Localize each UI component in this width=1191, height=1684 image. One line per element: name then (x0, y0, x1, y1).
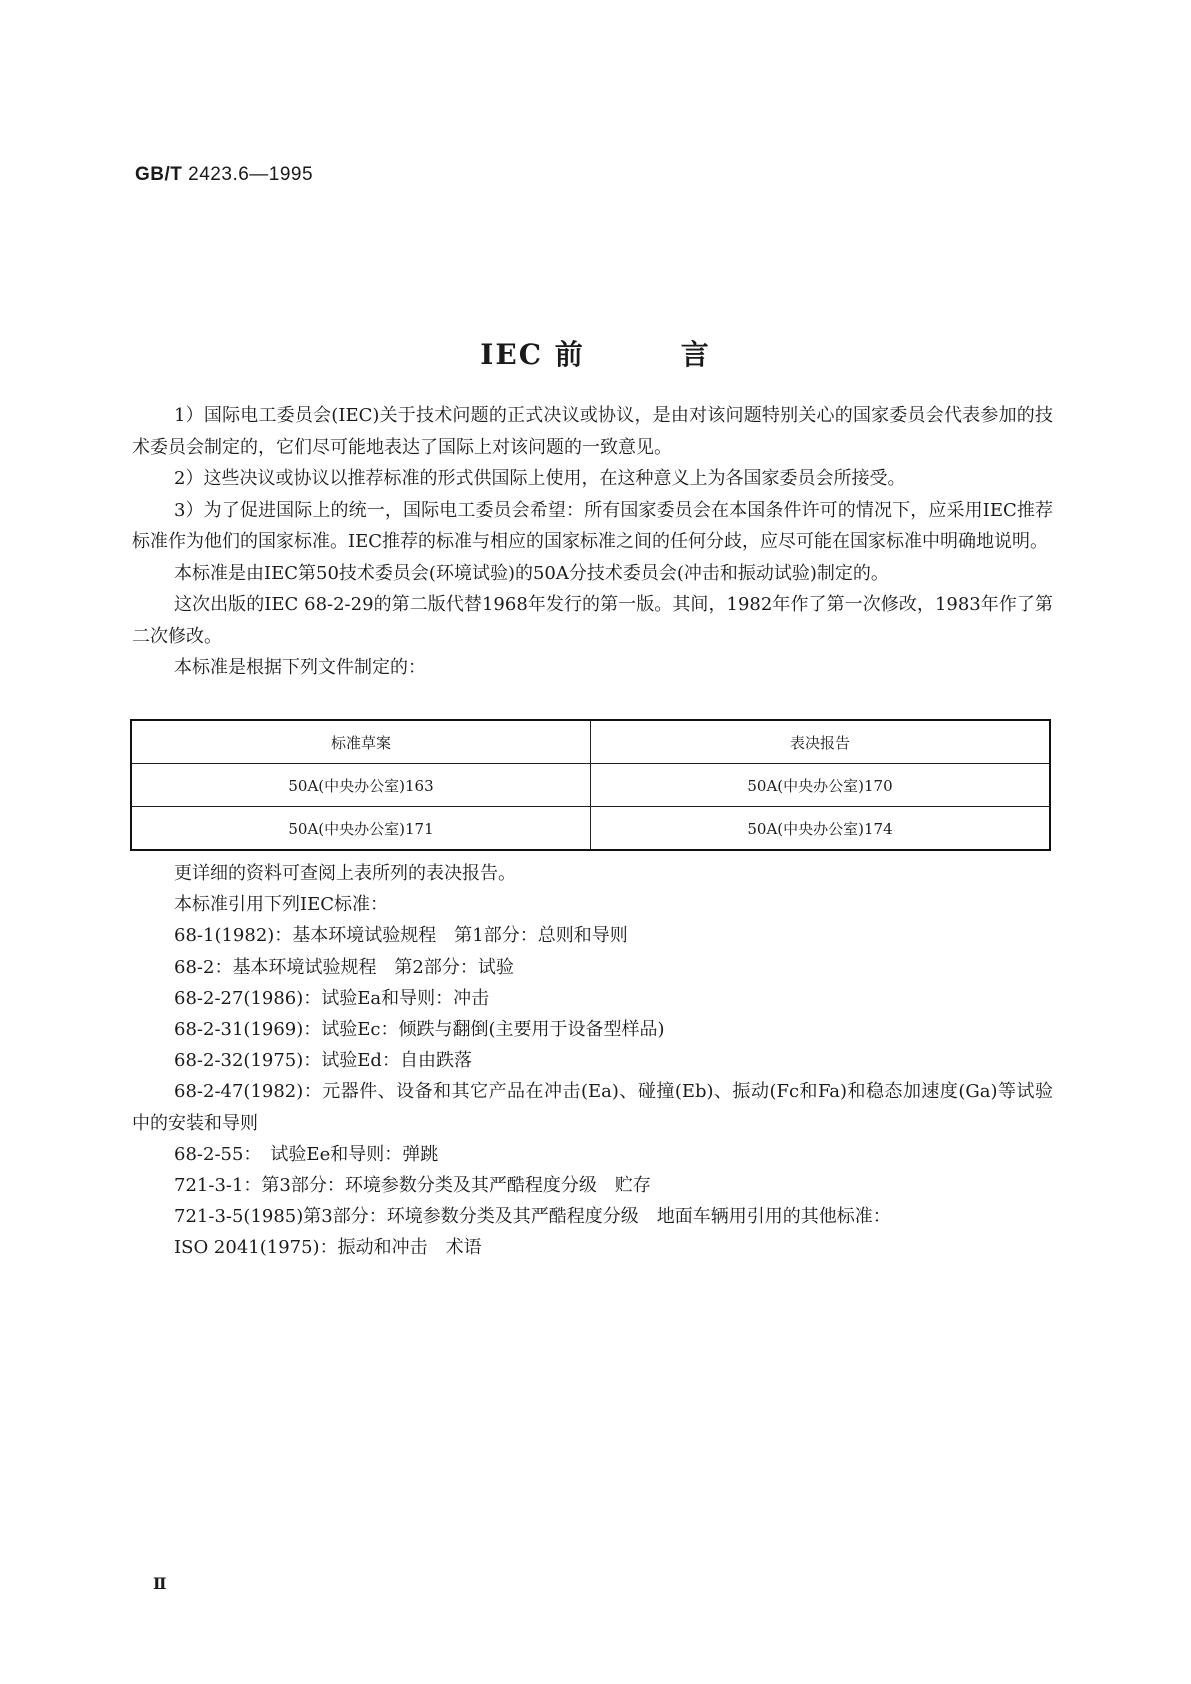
header-draft: 标准草案 (131, 720, 591, 764)
reference-item: 721-3-5(1985)第3部分：环境参数分类及其严酷程度分级 地面车辆用引用的其他标准： (174, 1206, 891, 1228)
reference-item: 68-2-55： 试验Ee和导则：弹跳 (174, 1143, 439, 1165)
reference-item: 68-1(1982)：基本环境试验规程 第1部分：总则和导则 (174, 925, 628, 947)
paragraph-1: 1）国际电工委员会(IEC)关于技术问题的正式决议或协议，是由对该问题特别关心的国家委员会代表参加的技术委员会制定的，它们尽可能地表达了国际上对该问题的一致意见。 (132, 405, 1053, 458)
lower-paragraph-1: 更详细的资料可查阅上表所列的表决报告。 (174, 863, 516, 884)
table-cell: 50A(中央办公室)171 (131, 807, 591, 851)
title-part-2: 言 (680, 338, 711, 371)
references-body (132, 858, 1053, 1264)
reference-item: 68-2-47(1982)：元器件、设备和其它产品在冲击(Ea)、碰撞(Eb)、振动(Fc和Fa)和稳态加速度(Ga)等试验中的安装和导则 (132, 1081, 1053, 1134)
foreword-body (132, 400, 1053, 684)
reference-item: 68-2-32(1975)：试验Ed：自由跌落 (174, 1050, 472, 1072)
standard-code (135, 164, 313, 186)
reference-item: 68-2-27(1986)：试验Ea和导则：冲击 (174, 987, 490, 1009)
reference-item: 68-2-31(1969)：试验Ec：倾跌与翻倒(主要用于设备型样品) (174, 1019, 665, 1041)
reference-item: 68-2：基本环境试验规程 第2部分：试验 (174, 956, 514, 978)
table-row (131, 764, 1050, 807)
page-number: Ⅱ (153, 1574, 167, 1593)
paragraph-4: 本标准是由IEC第50技术委员会(环境试验)的50A分技术委员会(冲击和振动试验)制定的。 (174, 562, 889, 584)
paragraph-5: 这次出版的IEC 68-2-29的第二版代替1968年发行的第一版。其间，1982年作了第一次修改，1983年作了第二次修改。 (132, 594, 1053, 647)
table-header-row (131, 720, 1050, 764)
table-cell: 50A(中央办公室)170 (591, 764, 1051, 807)
standard-number: 2423.6—1995 (188, 164, 314, 185)
table-row (131, 807, 1050, 851)
paragraph-3: 3）为了促进国际上的统一，国际电工委员会希望：所有国家委员会在本国条件许可的情况下，应采用IEC推荐标准作为他们的国家标准。IEC推荐的标准与相应的国家标准之间的任何分歧，应尽可能在国家标准中明确地说明。 (132, 499, 1053, 552)
table-cell: 50A(中央办公室)174 (591, 807, 1051, 851)
reference-item: 721-3-1：第3部分：环境参数分类及其严酷程度分级 贮存 (174, 1175, 651, 1197)
table-cell: 50A(中央办公室)163 (131, 764, 591, 807)
paragraph-6: 本标准是根据下列文件制定的： (174, 657, 426, 678)
standard-prefix: GB/T (135, 164, 183, 185)
lower-paragraph-2: 本标准引用下列IEC标准： (174, 894, 389, 916)
documents-table (130, 719, 1051, 851)
page-title (0, 333, 1191, 373)
reference-item: ISO 2041(1975)：振动和冲击 术语 (174, 1237, 482, 1259)
title-part-1: IEC 前 (480, 338, 585, 371)
paragraph-2: 2）这些决议或协议以推荐标准的形式供国际上使用，在这种意义上为各国家委员会所接受。 (174, 468, 906, 489)
header-vote-report: 表决报告 (591, 720, 1051, 764)
